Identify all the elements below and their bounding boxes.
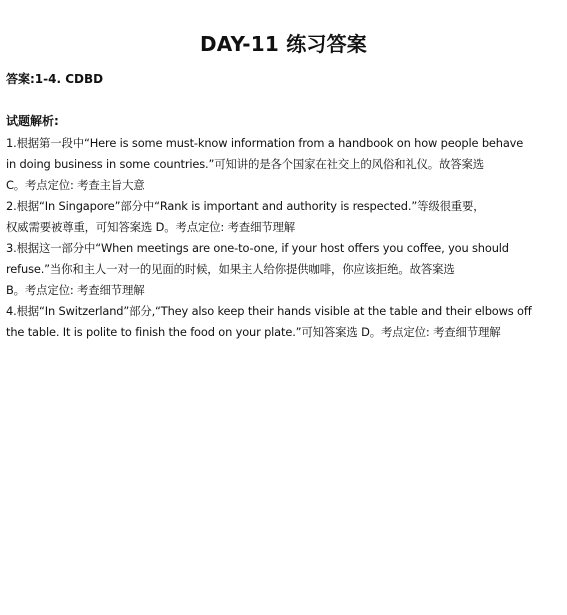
analysis-line: 权威需要被尊重，可知答案选 D。考点定位: 考查细节理解 <box>6 220 296 234</box>
page-title: DAY-11 练习答案 <box>199 32 367 56</box>
analysis-line: B。考点定位: 考查细节理解 <box>6 283 145 297</box>
analysis-line: 2.根据“In Singapore”部分中“Rank is important and authority is respected.”等级很重要， <box>6 199 485 213</box>
analysis-heading: 试题解析: <box>6 114 59 128</box>
analysis-line: 1.根据第一段中“Here is some must-know information from a handbook on how people behave <box>6 136 524 150</box>
answer-key: 答案:1-4. CDBD <box>6 72 104 86</box>
analysis-line: in doing business in some countries.”可知讲的是各个国家在社交上的风俗和礼仪。故答案选 <box>6 157 485 171</box>
analysis-line: C。考点定位: 考查主旨大意 <box>6 178 145 192</box>
analysis-line: refuse.”当你和主人一对一的见面的时候，如果主人给你提供咖啡，你应该拒绝。故答案选 <box>6 262 455 276</box>
analysis-line: the table. It is polite to finish the food on your plate.”可知答案选 D。考点定位: 考查细节理解 <box>6 325 501 339</box>
analysis-line: 3.根据这一部分中“When meetings are one-to-one, if your host offers you coffee, you should <box>6 241 509 255</box>
analysis-body <box>6 133 564 343</box>
analysis-line: 4.根据“In Switzerland”部分,“They also keep their hands visible at the table and their elbows off <box>6 304 532 318</box>
